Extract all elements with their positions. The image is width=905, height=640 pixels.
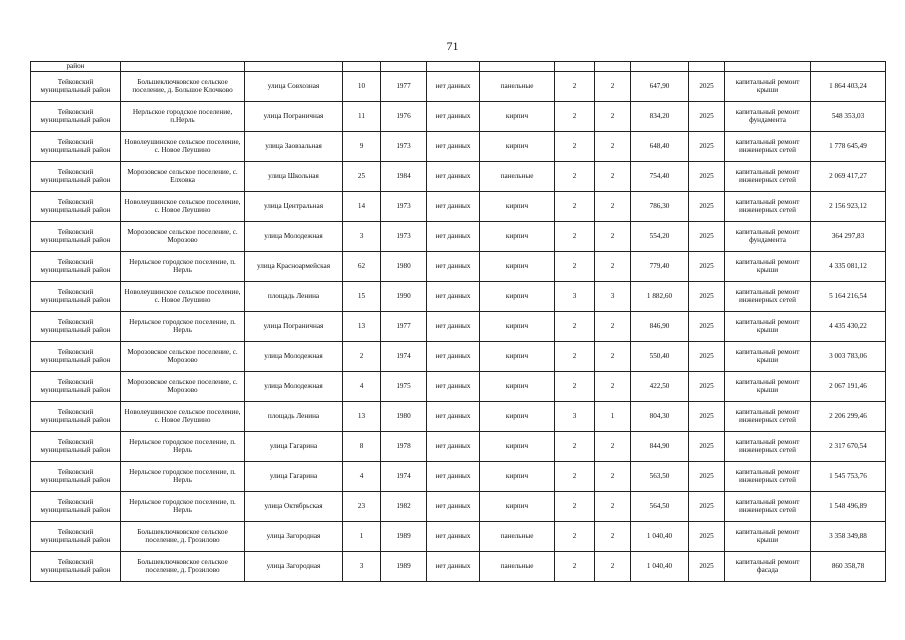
entrances-cell: 2 xyxy=(595,552,631,582)
district-cell: Тейковский муниципальный район xyxy=(31,72,121,102)
cost-cell: 1 548 496,89 xyxy=(811,492,886,522)
house-number-cell: 8 xyxy=(343,432,381,462)
plan-year-cell: 2025 xyxy=(689,132,725,162)
area-cell: 834,20 xyxy=(631,102,689,132)
area-cell: 1 040,40 xyxy=(631,522,689,552)
district-cell: Тейковский муниципальный район xyxy=(31,402,121,432)
entrances-cell: 2 xyxy=(595,462,631,492)
entrances-cell: 2 xyxy=(595,432,631,462)
street-cell: улица Загородная xyxy=(245,522,343,552)
district-cell: Тейковский муниципальный район xyxy=(31,102,121,132)
plan-year-cell: 2025 xyxy=(689,252,725,282)
build-year-cell: 1973 xyxy=(381,192,427,222)
cost-cell: 2 069 417,27 xyxy=(811,162,886,192)
house-number-cell: 14 xyxy=(343,192,381,222)
district-cell: Тейковский муниципальный район xyxy=(31,162,121,192)
work-type-cell: капитальный ремонт инженерных сетей xyxy=(725,462,811,492)
area-cell: 563,50 xyxy=(631,462,689,492)
overhaul-year-cell: нет данных xyxy=(427,312,480,342)
house-number-cell: 3 xyxy=(343,552,381,582)
cost-cell: 548 353,03 xyxy=(811,102,886,132)
table-body xyxy=(31,62,886,582)
build-year-cell: 1989 xyxy=(381,552,427,582)
cost-cell: 1 778 645,49 xyxy=(811,132,886,162)
street-cell: улица Молодежная xyxy=(245,342,343,372)
work-type-cell: капитальный ремонт инженерных сетей xyxy=(725,132,811,162)
district-cell: Тейковский муниципальный район xyxy=(31,342,121,372)
settlement-cell: Новолеушинское сельское поселение, с. Новое Леушино xyxy=(121,192,245,222)
plan-year-cell: 2025 xyxy=(689,342,725,372)
floors-cell: 3 xyxy=(555,402,595,432)
house-number-cell: 10 xyxy=(343,72,381,102)
work-type-cell: капитальный ремонт инженерных сетей xyxy=(725,492,811,522)
street-cell: площадь Ленина xyxy=(245,282,343,312)
area-cell: 554,20 xyxy=(631,222,689,252)
house-number-cell: 15 xyxy=(343,282,381,312)
floors-cell: 3 xyxy=(555,282,595,312)
area-cell: 564,50 xyxy=(631,492,689,522)
area-cell: 1 040,40 xyxy=(631,552,689,582)
street-cell: улица Пограничная xyxy=(245,102,343,132)
floors-cell: 2 xyxy=(555,132,595,162)
plan-year-cell: 2025 xyxy=(689,522,725,552)
overhaul-year-cell: нет данных xyxy=(427,342,480,372)
area-cell: 550,40 xyxy=(631,342,689,372)
overhaul-year-cell: нет данных xyxy=(427,132,480,162)
wall-material-cell: панельные xyxy=(480,162,555,192)
table-row xyxy=(31,552,886,582)
overhaul-year-cell: нет данных xyxy=(427,252,480,282)
entrances-cell: 3 xyxy=(595,282,631,312)
table-row xyxy=(31,132,886,162)
table-row xyxy=(31,252,886,282)
wall-material-cell: кирпич xyxy=(480,252,555,282)
entrances-cell: 2 xyxy=(595,102,631,132)
table-row xyxy=(31,222,886,252)
work-type-cell: капитальный ремонт инженерных сетей xyxy=(725,282,811,312)
floors-cell: 2 xyxy=(555,372,595,402)
table-row xyxy=(31,192,886,222)
entrances-cell: 2 xyxy=(595,162,631,192)
plan-year-cell: 2025 xyxy=(689,102,725,132)
table-row xyxy=(31,492,886,522)
build-year-cell: 1976 xyxy=(381,102,427,132)
house-number-cell: 25 xyxy=(343,162,381,192)
work-type-cell: капитальный ремонт инженерных сетей xyxy=(725,402,811,432)
settlement-cell: Нерльское городское поселение, п. Нерль xyxy=(121,432,245,462)
work-type-cell: капитальный ремонт инженерных сетей xyxy=(725,162,811,192)
wall-material-cell: панельные xyxy=(480,552,555,582)
house-number-cell: 4 xyxy=(343,462,381,492)
district-cell: Тейковский муниципальный район xyxy=(31,492,121,522)
overhaul-year-cell: нет данных xyxy=(427,522,480,552)
street-cell: улица Загородная xyxy=(245,552,343,582)
settlement-cell: Морозовское сельское поселение, с. Морозово xyxy=(121,222,245,252)
street-cell: улица Пограничная xyxy=(245,312,343,342)
table-row xyxy=(31,72,886,102)
work-type-cell: капитальный ремонт инженерных сетей xyxy=(725,192,811,222)
house-number-cell: 9 xyxy=(343,132,381,162)
overhaul-year-cell: нет данных xyxy=(427,492,480,522)
area-cell: 1 882,60 xyxy=(631,282,689,312)
house-number-cell: 13 xyxy=(343,312,381,342)
cost-cell: 2 067 191,46 xyxy=(811,372,886,402)
build-year-cell: 1984 xyxy=(381,162,427,192)
floors-cell: 2 xyxy=(555,432,595,462)
cost-cell: 364 297,83 xyxy=(811,222,886,252)
cost-cell: 2 156 923,12 xyxy=(811,192,886,222)
entrances-cell: 2 xyxy=(595,342,631,372)
build-year-cell: 1989 xyxy=(381,522,427,552)
district-cell: Тейковский муниципальный район xyxy=(31,432,121,462)
work-type-cell: капитальный ремонт фундамента xyxy=(725,102,811,132)
settlement-cell: Новолеушинское сельское поселение, с. Новое Леушино xyxy=(121,402,245,432)
settlement-cell: Новолеушинское сельское поселение, с. Новое Леушино xyxy=(121,282,245,312)
entrances-cell: 2 xyxy=(595,252,631,282)
district-cell: Тейковский муниципальный район xyxy=(31,552,121,582)
entrances-cell: 2 xyxy=(595,72,631,102)
overhaul-year-cell: нет данных xyxy=(427,462,480,492)
plan-year-cell: 2025 xyxy=(689,72,725,102)
floors-cell: 2 xyxy=(555,552,595,582)
plan-year-cell: 2025 xyxy=(689,372,725,402)
plan-year-cell: 2025 xyxy=(689,282,725,312)
plan-year-cell: 2025 xyxy=(689,162,725,192)
wall-material-cell: кирпич xyxy=(480,282,555,312)
district-cell: Тейковский муниципальный район xyxy=(31,462,121,492)
wall-material-cell: кирпич xyxy=(480,222,555,252)
cost-cell: 5 164 216,54 xyxy=(811,282,886,312)
area-cell: 786,30 xyxy=(631,192,689,222)
work-type-cell: капитальный ремонт крыши xyxy=(725,252,811,282)
district-cell: Тейковский муниципальный район xyxy=(31,372,121,402)
build-year-cell: 1973 xyxy=(381,222,427,252)
plan-year-cell: 2025 xyxy=(689,432,725,462)
house-number-cell: 3 xyxy=(343,222,381,252)
table-row xyxy=(31,432,886,462)
street-cell: улица Молодежная xyxy=(245,372,343,402)
district-cell: Тейковский муниципальный район xyxy=(31,252,121,282)
plan-year-cell: 2025 xyxy=(689,312,725,342)
overhaul-year-cell: нет данных xyxy=(427,282,480,312)
wall-material-cell: кирпич xyxy=(480,402,555,432)
house-number-cell: 13 xyxy=(343,402,381,432)
build-year-cell: 1977 xyxy=(381,312,427,342)
entrances-cell: 2 xyxy=(595,522,631,552)
wall-material-cell: кирпич xyxy=(480,492,555,522)
street-cell: улица Совхозная xyxy=(245,72,343,102)
table-row xyxy=(31,102,886,132)
cost-cell: 3 003 783,06 xyxy=(811,342,886,372)
build-year-cell: 1978 xyxy=(381,432,427,462)
wall-material-cell: кирпич xyxy=(480,132,555,162)
settlement-cell: Большеключковское сельское поселение, д. Грозилово xyxy=(121,552,245,582)
house-number-cell: 11 xyxy=(343,102,381,132)
floors-cell: 2 xyxy=(555,162,595,192)
overhaul-year-cell: нет данных xyxy=(427,222,480,252)
table-row xyxy=(31,162,886,192)
floors-cell: 2 xyxy=(555,102,595,132)
district-cell: Тейковский муниципальный район xyxy=(31,312,121,342)
street-cell: улица Школьная xyxy=(245,162,343,192)
area-cell: 846,90 xyxy=(631,312,689,342)
floors-cell: 2 xyxy=(555,342,595,372)
district-cell: Тейковский муниципальный район xyxy=(31,522,121,552)
cost-cell: 3 358 349,88 xyxy=(811,522,886,552)
cost-cell: 860 358,78 xyxy=(811,552,886,582)
build-year-cell: 1980 xyxy=(381,402,427,432)
overhaul-year-cell: нет данных xyxy=(427,192,480,222)
table-row xyxy=(31,402,886,432)
area-cell: 779,40 xyxy=(631,252,689,282)
street-cell: улица Гагарина xyxy=(245,462,343,492)
house-number-cell: 2 xyxy=(343,342,381,372)
cost-cell: 2 206 299,46 xyxy=(811,402,886,432)
build-year-cell: 1974 xyxy=(381,462,427,492)
build-year-cell: 1975 xyxy=(381,372,427,402)
entrances-cell: 2 xyxy=(595,192,631,222)
cost-cell: 1 864 403,24 xyxy=(811,72,886,102)
area-cell: 647,90 xyxy=(631,72,689,102)
settlement-cell: Морозовское сельское поселение, с. Елховка xyxy=(121,162,245,192)
settlement-cell: Большеключковское сельское поселение, д. Большое Клочково xyxy=(121,72,245,102)
settlement-cell: Нерльское городское поселение, п. Нерль xyxy=(121,462,245,492)
page-number: 71 xyxy=(446,39,459,53)
table-row xyxy=(31,312,886,342)
plan-year-cell: 2025 xyxy=(689,492,725,522)
floors-cell: 2 xyxy=(555,192,595,222)
work-type-cell: капитальный ремонт крыши xyxy=(725,372,811,402)
settlement-cell: Нерльское городское поселение, п. Нерль xyxy=(121,492,245,522)
table-row xyxy=(31,522,886,552)
work-type-cell: капитальный ремонт крыши xyxy=(725,342,811,372)
floors-cell: 2 xyxy=(555,522,595,552)
area-cell: 804,30 xyxy=(631,402,689,432)
floors-cell: 2 xyxy=(555,72,595,102)
street-cell: улица Центральная xyxy=(245,192,343,222)
district-cell: Тейковский муниципальный район xyxy=(31,132,121,162)
build-year-cell: 1990 xyxy=(381,282,427,312)
overhaul-year-cell: нет данных xyxy=(427,72,480,102)
street-cell: улица Молодежная xyxy=(245,222,343,252)
settlement-cell: Морозовское сельское поселение, с. Морозово xyxy=(121,342,245,372)
overhaul-year-cell: нет данных xyxy=(427,102,480,132)
area-cell: 754,40 xyxy=(631,162,689,192)
table-row xyxy=(31,372,886,402)
entrances-cell: 1 xyxy=(595,402,631,432)
street-cell: улица Октябрьская xyxy=(245,492,343,522)
plan-year-cell: 2025 xyxy=(689,402,725,432)
settlement-cell: Нерльское городское поселение, п.Нерль xyxy=(121,102,245,132)
district-cell: Тейковский муниципальный район xyxy=(31,222,121,252)
house-number-cell: 62 xyxy=(343,252,381,282)
street-cell: улица Гагарина xyxy=(245,432,343,462)
cost-cell: 4 435 430,22 xyxy=(811,312,886,342)
floors-cell: 2 xyxy=(555,252,595,282)
house-number-cell: 1 xyxy=(343,522,381,552)
settlement-cell: Новолеушинское сельское поселение, с. Новое Леушино xyxy=(121,132,245,162)
settlement-cell: Нерльское городское поселение, п. Нерль xyxy=(121,252,245,282)
build-year-cell: 1977 xyxy=(381,72,427,102)
plan-year-cell: 2025 xyxy=(689,222,725,252)
floors-cell: 2 xyxy=(555,222,595,252)
floors-cell: 2 xyxy=(555,492,595,522)
continuation-cell: район xyxy=(31,62,121,72)
street-cell: улица Красноармейская xyxy=(245,252,343,282)
table-row xyxy=(31,282,886,312)
work-type-cell: капитальный ремонт фундамента xyxy=(725,222,811,252)
plan-year-cell: 2025 xyxy=(689,192,725,222)
district-cell: Тейковский муниципальный район xyxy=(31,282,121,312)
wall-material-cell: кирпич xyxy=(480,462,555,492)
wall-material-cell: кирпич xyxy=(480,372,555,402)
wall-material-cell: кирпич xyxy=(480,312,555,342)
build-year-cell: 1982 xyxy=(381,492,427,522)
entrances-cell: 2 xyxy=(595,372,631,402)
plan-year-cell: 2025 xyxy=(689,462,725,492)
settlement-cell: Нерльское городское поселение, п. Нерль xyxy=(121,312,245,342)
wall-material-cell: кирпич xyxy=(480,432,555,462)
overhaul-year-cell: нет данных xyxy=(427,372,480,402)
house-number-cell: 23 xyxy=(343,492,381,522)
floors-cell: 2 xyxy=(555,312,595,342)
work-type-cell: капитальный ремонт крыши xyxy=(725,522,811,552)
work-type-cell: капитальный ремонт крыши xyxy=(725,312,811,342)
entrances-cell: 2 xyxy=(595,312,631,342)
overhaul-year-cell: нет данных xyxy=(427,432,480,462)
cost-cell: 1 545 753,76 xyxy=(811,462,886,492)
build-year-cell: 1980 xyxy=(381,252,427,282)
wall-material-cell: кирпич xyxy=(480,342,555,372)
work-type-cell: капитальный ремонт инженерных сетей xyxy=(725,432,811,462)
table-row xyxy=(31,462,886,492)
work-type-cell: капитальный ремонт фасада xyxy=(725,552,811,582)
wall-material-cell: панельные xyxy=(480,522,555,552)
plan-year-cell: 2025 xyxy=(689,552,725,582)
street-cell: площадь Ленина xyxy=(245,402,343,432)
entrances-cell: 2 xyxy=(595,222,631,252)
overhaul-year-cell: нет данных xyxy=(427,552,480,582)
build-year-cell: 1973 xyxy=(381,132,427,162)
area-cell: 844,90 xyxy=(631,432,689,462)
wall-material-cell: кирпич xyxy=(480,192,555,222)
entrances-cell: 2 xyxy=(595,492,631,522)
settlement-cell: Большеключковское сельское поселение, д. Грозилово xyxy=(121,522,245,552)
street-cell: улица Заовзальная xyxy=(245,132,343,162)
entrances-cell: 2 xyxy=(595,132,631,162)
cost-cell: 2 317 670,54 xyxy=(811,432,886,462)
house-number-cell: 4 xyxy=(343,372,381,402)
wall-material-cell: кирпич xyxy=(480,102,555,132)
district-cell: Тейковский муниципальный район xyxy=(31,192,121,222)
overhaul-year-cell: нет данных xyxy=(427,402,480,432)
overhaul-year-cell: нет данных xyxy=(427,162,480,192)
wall-material-cell: панельные xyxy=(480,72,555,102)
work-type-cell: капитальный ремонт крыши xyxy=(725,72,811,102)
area-cell: 648,40 xyxy=(631,132,689,162)
floors-cell: 2 xyxy=(555,462,595,492)
continuation-row xyxy=(31,62,886,72)
area-cell: 422,50 xyxy=(631,372,689,402)
build-year-cell: 1974 xyxy=(381,342,427,372)
settlement-cell: Морозовское сельское поселение, с. Морозово xyxy=(121,372,245,402)
table-row xyxy=(31,342,886,372)
cost-cell: 4 335 081,12 xyxy=(811,252,886,282)
housing-repair-table xyxy=(30,61,886,582)
